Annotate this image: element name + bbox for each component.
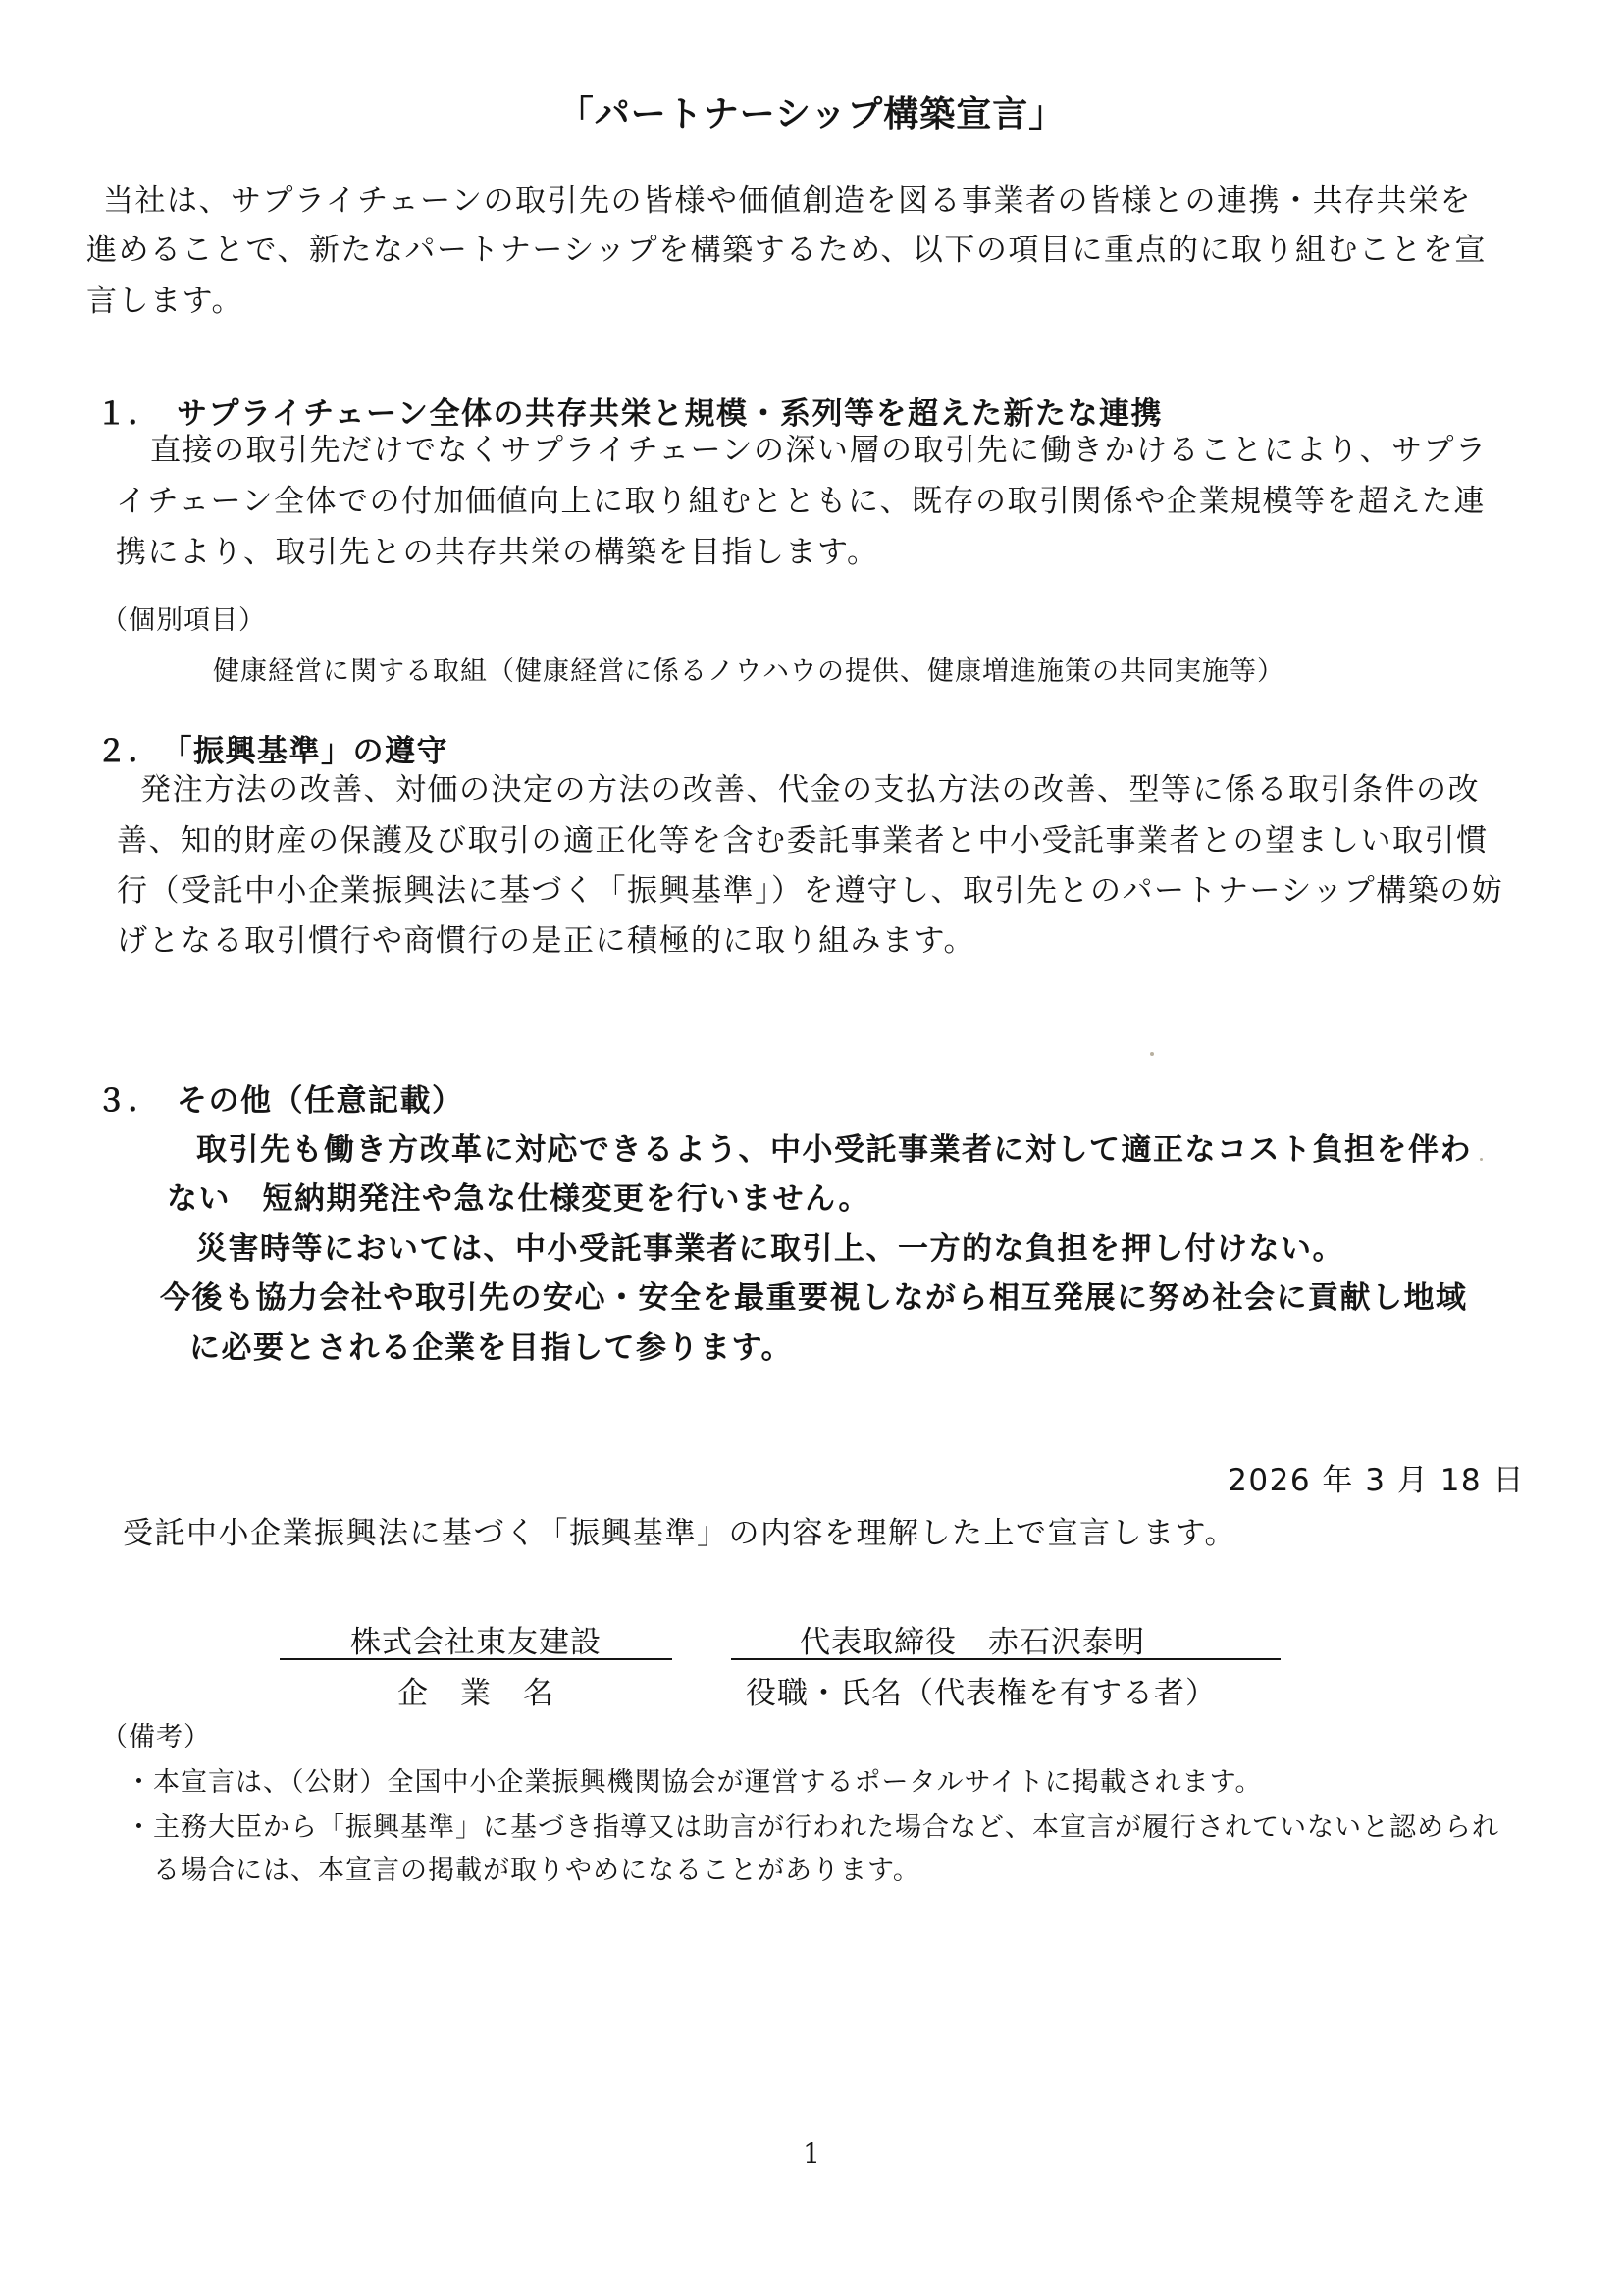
section-3-line-2: ない 短納期発注や急な仕様変更を行いません。	[167, 1181, 870, 1217]
notes-item-2-continued: る場合には、本宣言の掲載が取りやめになることがあります。	[126, 1855, 920, 1886]
section-1-heading: １． サプライチェーン全体の共存共栄と規模・系列等を超えた新たな連携	[96, 396, 1164, 432]
scan-speck	[1480, 1158, 1483, 1161]
section-3-line-4: 今後も協力会社や取引先の安心・安全を最重要視しながら相互発展に努め社会に貢献し地域	[160, 1280, 1468, 1316]
section-2-line-3: 行（受託中小企業振興法に基づく「振興基準」）を遵守し、取引先とのパートナーシップ構築の妨	[117, 873, 1504, 909]
page-number: 1	[803, 2137, 820, 2169]
section-2-heading: ２． 「振興基準」の遵守	[96, 734, 448, 769]
section-3-line-1: 取引先も働き方改革に対応できるよう、中小受託事業者に対して適正なコスト負担を伴わ	[196, 1132, 1472, 1168]
scan-speck	[1150, 1052, 1154, 1056]
section-1-line-2: イチェーン全体での付加価値向上に取り組むとともに、既存の取引関係や企業規模等を超えた連	[116, 484, 1486, 519]
representative-underline	[731, 1658, 1281, 1660]
section-2-line-2: 善、知的財産の保護及び取引の適正化等を含む委託事業者と中小受託事業者との望ましい取引慣	[117, 823, 1489, 859]
document-title: 「パートナーシップ構築宣言」	[557, 94, 1066, 134]
section-3-line-3: 災害時等においては、中小受託事業者に取引上、一方的な負担を押し付けない。	[196, 1231, 1344, 1267]
section-1-sub-label: （個別項目）	[101, 605, 266, 636]
notes-item-1: ・本宣言は、（公財）全国中小企業振興機関協会が運営するポータルサイトに掲載されます。	[126, 1767, 1263, 1798]
company-name-label: 企 業 名	[397, 1676, 554, 1711]
section-1-line-3: 携により、取引先との共存共栄の構築を目指します。	[116, 535, 879, 570]
section-3-heading: ３． その他（任意記載）	[96, 1083, 464, 1119]
company-name-value: 株式会社東友建設	[350, 1625, 602, 1660]
notes-label: （備考）	[101, 1722, 211, 1752]
intro-line-3: 言します。	[86, 284, 244, 319]
declaration-statement: 受託中小企業振興法に基づく「振興基準」の内容を理解した上で宣言します。	[123, 1516, 1237, 1551]
notes-item-2: ・主務大臣から「振興基準」に基づき指導又は助言が行われた場合など、本宣言が履行されていないと認められ	[126, 1812, 1499, 1843]
section-2-line-1: 発注方法の改善、対価の決定の方法の改善、代金の支払方法の改善、型等に係る取引条件の改	[140, 772, 1480, 808]
representative-value: 代表取締役 赤石沢泰明	[800, 1625, 1145, 1660]
intro-line-2: 進めることで、新たなパートナーシップを構築するため、以下の項目に重点的に取り組むことを宣	[86, 233, 1487, 268]
section-1-sub-item: 健康経営に関する取組（健康経営に係るノウハウの提供、健康増進施策の共同実施等）	[213, 656, 1284, 687]
declaration-date: 2026 年 3 月 18 日	[1228, 1463, 1525, 1498]
representative-label: 役職・氏名（代表権を有する者）	[746, 1676, 1217, 1711]
section-1-line-1: 直接の取引先だけでなくサプライチェーンの深い層の取引先に働きかけることにより、サプラ	[150, 433, 1488, 468]
company-name-underline	[280, 1658, 672, 1660]
section-2-line-4: げとなる取引慣行や商慣行の是正に積極的に取り組みます。	[117, 923, 976, 959]
section-3-line-5: に必要とされる企業を目指して参ります。	[189, 1331, 794, 1366]
intro-line-1: 当社は、サプライチェーンの取引先の皆様や価値創造を図る事業者の皆様との連携・共存共栄を	[103, 183, 1473, 219]
